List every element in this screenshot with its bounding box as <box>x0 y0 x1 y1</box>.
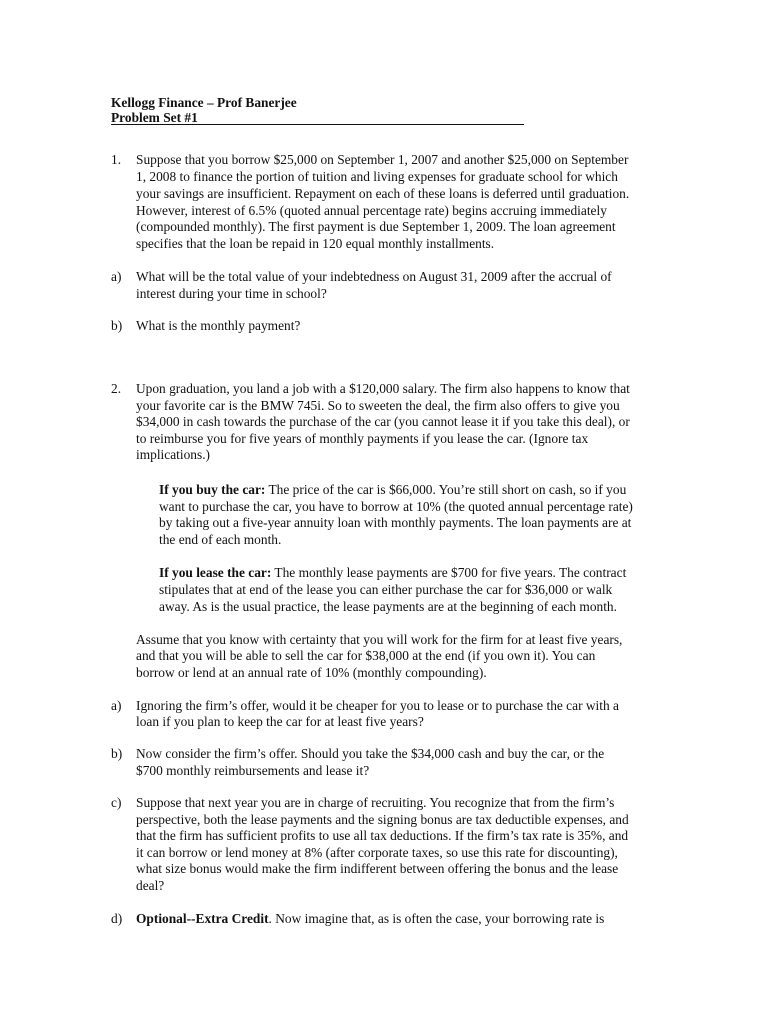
question-1-line: your savings are insufficient. Repayment on each of these loans is deferred until graduation. <box>136 186 630 201</box>
assumption-line: Assume that you know with certainty that you will work for the firm for at least five years, <box>136 632 623 647</box>
question-2c-label: c) <box>111 795 122 810</box>
heading-underline <box>111 124 524 125</box>
question-2d-label: d) <box>111 911 123 926</box>
buy-car-line: want to purchase the car, you have to borrow at 10% (the quoted annual percentage rate) <box>159 499 633 514</box>
question-2b-line: $700 monthly reimbursements and lease it? <box>136 763 370 778</box>
question-1b-label: b) <box>111 318 123 333</box>
question-1-line: (compounded monthly). The first payment is due September 1, 2009. The loan agreement <box>136 219 616 234</box>
question-2a-line: Ignoring the firm’s offer, would it be cheaper for you to lease or to purchase the car with a <box>136 698 619 713</box>
question-1-line: Suppose that you borrow $25,000 on September 1, 2007 and another $25,000 on September <box>136 152 629 167</box>
buy-car-line: by taking out a five-year annuity loan with monthly payments. The loan payments are at <box>159 515 632 530</box>
question-2b-line: Now consider the firm’s offer. Should you take the $34,000 cash and buy the car, or the <box>136 746 605 761</box>
buy-car-heading: If you buy the car: <box>159 482 266 497</box>
question-2a-label: a) <box>111 698 122 713</box>
extra-credit-heading: Optional--Extra Credit <box>136 911 269 926</box>
question-2b-label: b) <box>111 746 123 761</box>
question-2-line: to reimburse you for five years of monthly payments if you lease the car. (Ignore tax <box>136 431 589 446</box>
question-2-line: $34,000 in cash towards the purchase of the car (you cannot lease it if you take this deal), or <box>136 414 630 429</box>
buy-car-paragraph-first-line <box>159 482 626 498</box>
question-2c-line: Suppose that next year you are in charge of recruiting. You recognize that from the firm’s <box>136 795 615 810</box>
question-1a-label: a) <box>111 269 122 284</box>
question-2c-line: it can borrow or lend money at 8% (after corporate taxes, so use this rate for discounting), <box>136 845 618 860</box>
question-2d-line <box>136 911 604 927</box>
question-2-line: Upon graduation, you land a job with a $120,000 salary. The firm also happens to know that <box>136 381 630 396</box>
buy-car-line: the end of each month. <box>159 532 282 547</box>
question-2-line: your favorite car is the BMW 745i. So to sweeten the deal, the firm also offers to give you <box>136 398 620 413</box>
question-2c-line: perspective, both the lease payments and the signing bonus are tax deductible expenses, and <box>136 812 629 827</box>
lease-car-heading: If you lease the car: <box>159 565 272 580</box>
buy-car-first-text: The price of the car is $66,000. You’re still short on cash, so if you <box>265 482 627 497</box>
lease-car-paragraph-first-line <box>159 565 626 581</box>
question-1b-line: What is the monthly payment? <box>136 318 301 333</box>
question-2a-line: loan if you plan to keep the car for at least five years? <box>136 714 424 729</box>
question-1-number: 1. <box>111 152 122 167</box>
question-2c-line: deal? <box>136 878 165 893</box>
question-2c-line: that the firm has sufficient profits to use all tax deductions. If the firm’s tax rate is 35%, and <box>136 828 629 843</box>
question-2c-line: what size bonus would make the firm indifferent between offering the bonus and the lease <box>136 861 619 876</box>
assumption-line: borrow or lend at an annual rate of 10% (monthly compounding). <box>136 665 487 680</box>
question-1a-line: interest during your time in school? <box>136 286 327 301</box>
question-1-line: 1, 2008 to finance the portion of tuition and living expenses for graduate school for which <box>136 169 618 184</box>
lease-car-first-text: The monthly lease payments are $700 for five years. The contract <box>271 565 627 580</box>
question-1-line: specifies that the loan be repaid in 120 equal monthly installments. <box>136 236 495 251</box>
assumption-line: and that you will be able to sell the car for $38,000 at the end (if you own it). You can <box>136 648 596 663</box>
extra-credit-text: . Now imagine that, as is often the case, your borrowing rate is <box>268 911 605 926</box>
question-1a-line: What will be the total value of your indebtedness on August 31, 2009 after the accrual of <box>136 269 612 284</box>
question-2-number: 2. <box>111 381 122 396</box>
document-title: Kellogg Finance – Prof Banerjee <box>111 95 297 110</box>
lease-car-line: away. As is the usual practice, the lease payments are at the beginning of each month. <box>159 599 617 614</box>
problem-set-heading: Problem Set #1 <box>111 110 198 125</box>
question-2-line: implications.) <box>136 447 211 462</box>
question-1-line: However, interest of 6.5% (quoted annual percentage rate) begins accruing immediately <box>136 203 607 218</box>
lease-car-line: stipulates that at end of the lease you can either purchase the car for $36,000 or walk <box>159 582 613 597</box>
